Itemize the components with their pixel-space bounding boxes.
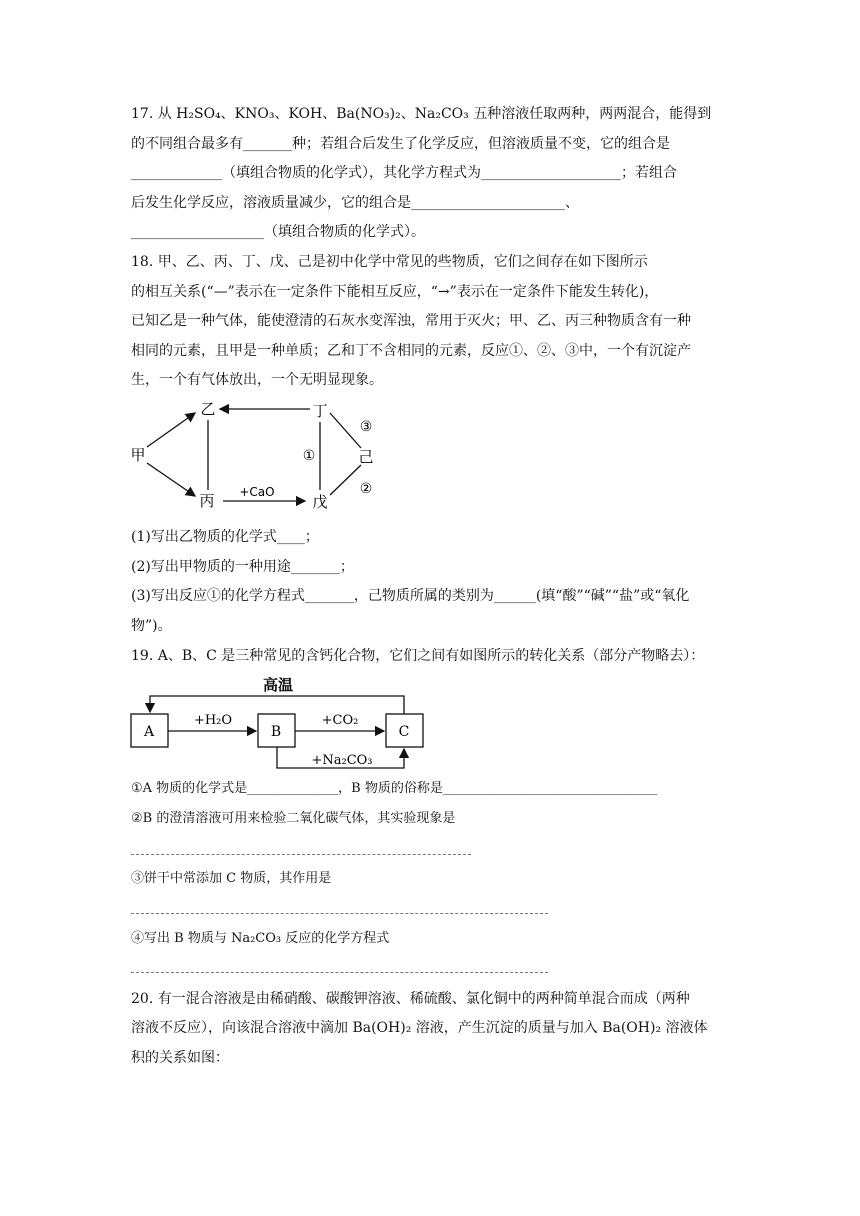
reagent-na2co3: +Na₂CO₃ — [311, 753, 373, 768]
q17-line-1: 17. 从 H₂SO₄、KNO₃、KOH、Ba(NO₃)₂、Na₂CO₃ 五种溶液任取两种，两两混合，能得到 — [131, 106, 712, 122]
node-bing: 丙 — [199, 492, 215, 510]
reagent-cao: +CaO — [239, 485, 275, 499]
q17-line-4: 后发生化学反应，溶液质量减少，它的组合是______________________、 — [131, 195, 579, 211]
reaction-label-1: ① — [302, 448, 316, 464]
q20-line-2: 溶液不反应），向该混合溶液中滴加 Ba(OH)₂ 溶液，产生沉淀的质量与加入 Ba(OH)₂ 溶液体 — [131, 1020, 708, 1036]
q18-sub-2: (2)写出甲物质的一种用途_______； — [131, 559, 354, 575]
q18-sub-3a: (3)写出反应①的化学方程式_______，己物质所属的类别为______(填“酸”“碱”“盐”或“氧化 — [131, 588, 690, 604]
q19-sub-4: ④写出 B 物质与 Na₂CO₃ 反应的化学方程式 — [131, 931, 390, 946]
q19-sub-2: ②B 的澄清溶液可用来检验二氧化碳气体，其实验现象是 — [131, 811, 456, 826]
q19-line-1: 19. A、B、C 是三种常见的含钙化合物，它们之间有如图所示的转化关系（部分产物略去）： — [131, 648, 705, 664]
reaction-label-3: ③ — [359, 419, 373, 435]
answer-line-2 — [131, 854, 471, 855]
q18-line-5: 生，一个有气体放出，一个无明显现象。 — [131, 372, 383, 388]
reagent-h2o: +H₂O — [193, 713, 233, 728]
reagent-co2: +CO₂ — [321, 713, 359, 728]
q19-sub-3: ③饼干中常添加 C 物质，其作用是 — [131, 871, 332, 886]
q17-line-3: _____________（填组合物质的化学式），其化学方程式为____________________；若组合 — [131, 165, 677, 181]
q20-line-3: 积的关系如图： — [131, 1050, 229, 1066]
answer-line-3 — [131, 913, 548, 914]
reaction-label-2: ② — [359, 481, 373, 497]
q18-line-2: 的相互关系(“—”表示在一定条件下能相互反应，“→”表示在一定条件下能发生转化)， — [131, 284, 659, 300]
node-ding: 丁 — [312, 402, 328, 420]
box-b: B — [270, 724, 282, 740]
q20-line-1: 20. 有一混合溶液是由稀硝酸、碳酸钾溶液、稀硫酸、氯化铜中的两种简单混合而成（两种 — [131, 991, 690, 1007]
q18-sub-1: (1)写出乙物质的化学式____； — [131, 529, 319, 545]
q18-sub-3b: 物”)。 — [131, 618, 172, 634]
node-ji: 己 — [358, 448, 374, 466]
node-jia: 甲 — [130, 446, 146, 464]
q17-line-2: 的不同组合最多有_______种；若组合后发生了化学反应，但溶液质量不变，它的组合是 — [131, 136, 670, 152]
q18-line-4: 相同的元素，且甲是一种单质；乙和丁不含相同的元素，反应①、②、③中，一个有沉淀产 — [131, 343, 691, 359]
box-c: C — [398, 724, 410, 740]
box-a: A — [143, 724, 155, 740]
node-wu: 戊 — [312, 493, 328, 511]
q19-sub-1: ①A 物质的化学式是______________，B 物质的俗称是_________________________________ — [131, 781, 658, 796]
answer-line-4 — [131, 972, 548, 973]
q17-line-5: ___________________（填组合物质的化学式）。 — [131, 224, 425, 240]
q18-line-3: 已知乙是一种气体，能使澄清的石灰水变浑浊，常用于灭火；甲、乙、丙三种物质含有一种 — [131, 313, 691, 329]
label-gaowen: 高温 — [262, 676, 294, 694]
q18-line-1: 18. 甲、乙、丙、丁、戊、己是初中化学中常见的些物质，它们之间存在如下图所示 — [131, 254, 648, 270]
node-yi: 乙 — [200, 400, 216, 418]
